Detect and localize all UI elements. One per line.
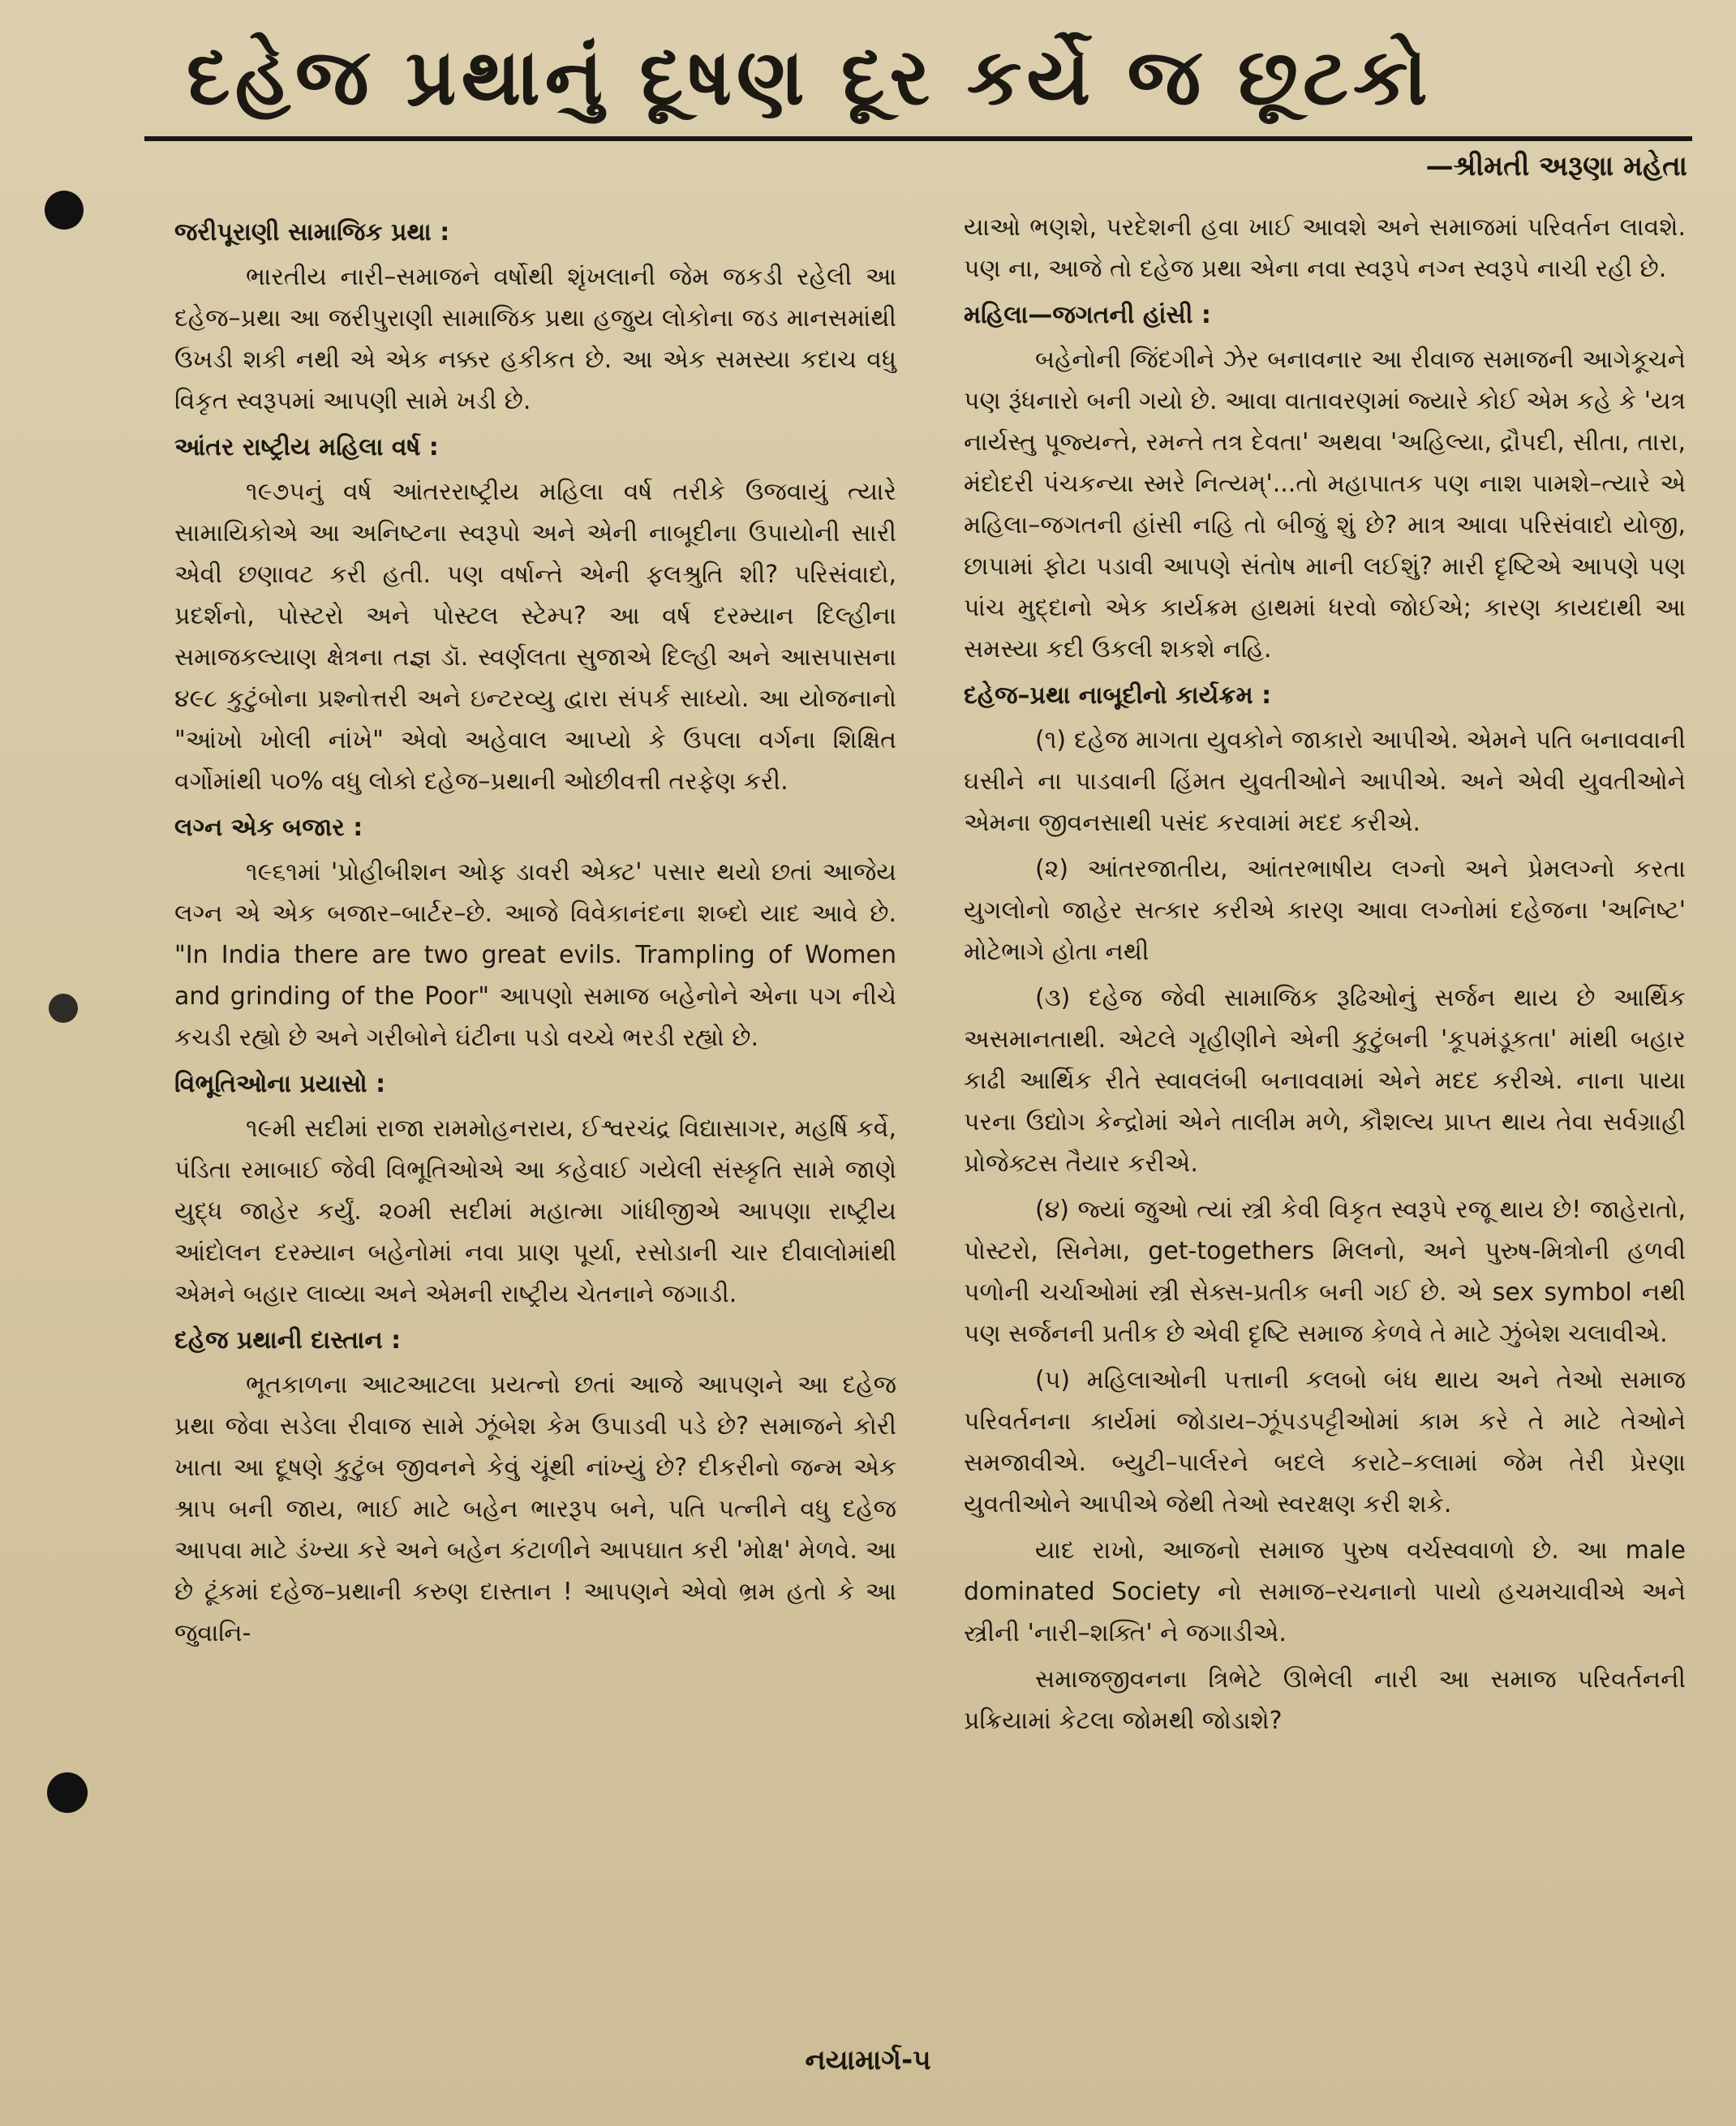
section-heading: લગ્ન એક બજાર : (174, 814, 363, 842)
paragraph: સમાજજીવનના ત્રિભેટે ઊભેલી નારી આ સમાજ પરિવર્તનની પ્રક્રિયામાં કેટલા જોમથી જોડાશે? (964, 1665, 1686, 1735)
paragraph: યાદ રાખો, આજનો સમાજ પુરુષ વર્ચસ્વવાળો છે. આ male dominated Society નો સમાજ–રચનાનો પાયો હચમચાવીએ અને સ્ત્રીની 'નારી–શક્તિ' ને જગાડીએ. (964, 1536, 1686, 1647)
section-heading: દહેજ–પ્રથા નાબૂદીનો કાર્યક્રમ : (964, 681, 1272, 710)
paragraph: (૫) મહિલાઓની પત્તાની કલબો બંધ થાય અને તેઓ સમાજ પરિવર્તનના કાર્યમાં જોડાય–ઝૂંપડપટ્ટીઓમાં કામ કરે તે માટે તેઓને સમજાવીએ. બ્યુટી–પાર્લરને બદલે કરાટે–કલામાં જેમ તેરી પ્રેરણા યુવતીઓને આપીએ જેથી તેઓ સ્વરક્ષણ કરી શકે. (964, 1366, 1686, 1518)
article-title: દહેજ પ્રથાનું દૂષણ દૂર કર્યે જ છૂટકો (187, 32, 1433, 122)
binding-hole-middle (49, 994, 78, 1023)
paragraph: ૧૯૬૧માં 'પ્રોહીબીશન ઓફ ડાવરી એક્ટ' પસાર થયો છતાં આજેય લગ્ન એ એક બજાર–બાર્ટર–છે. આજે વિવેકાનંદના શબ્દો યાદ આવે છે. "In India there are two great evils. Trampling of Women and grinding of the Poor" આપણો સમાજ બહેનોને એના પગ નીચે કચડી રહ્યો છે અને ગરીબોને ઘંટીના પડો વચ્ચે ભરડી રહ્યો છે. (174, 858, 896, 1052)
paragraph: ૧૯૭૫નું વર્ષ આંતરરાષ્ટ્રીય મહિલા વર્ષ તરીકે ઉજવાયું ત્યારે સામાયિકોએ આ અનિષ્ટના સ્વરૂપો અને એની નાબૂદીના ઉપાયોની સારી એવી છણાવટ કરી હતી. પણ વર્ષાન્તે એની ફલશ્રુતિ શી? પરિસંવાદો, પ્રદર્શનો, પોસ્ટરો અને પોસ્ટલ સ્ટેમ્પ? આ વર્ષ દરમ્યાન દિલ્હીના સમાજકલ્યાણ ક્ષેત્રના તજ્ઞ ડૉ. સ્વર્ણલતા સુજાએ દિલ્હી અને આસપાસના ૪૯૮ કુટુંબોના પ્રશ્નોત્તરી અને ઇન્ટરવ્યુ દ્વારા સંપર્ક સાધ્યો. આ યોજનાનો "આંખો ખોલી નાંખે" એવો અહેવાલ આપ્યો કે ઉપલા વર્ગના શિક્ષિત વર્ગોમાંથી ૫૦% વધુ લોકો દહેજ–પ્રથાની ઓછીવત્તી તરફેણ કરી. (174, 478, 896, 796)
title-rule (144, 136, 1692, 141)
section-heading: જરીપૂરાણી સામાજિક પ્રથા : (174, 218, 450, 247)
paragraph: (૩) દહેજ જેવી સામાજિક રૂઢિઓનું સર્જન થાય છે આર્થિક અસમાનતાથી. એટલે ગૃહીણીને એની કુટુંબની 'કૂપમંડૂકતા' માંથી બહાર કાઢી આર્થિક રીતે સ્વાવલંબી બનાવવામાં એને મદદ કરીએ. નાના પાયા પરના ઉદ્યોગ કેન્દ્રોમાં એને તાલીમ મળે, કૌશલ્ય પ્રાપ્ત થાય તેવા સર્વગ્રાહી પ્રોજેક્ટસ તૈયાર કરીએ. (964, 984, 1686, 1178)
right-column (964, 207, 1686, 1746)
paragraph: (૨) આંતરજાતીય, આંતરભાષીય લગ્નો અને પ્રેમલગ્નો કરતા યુગલોનો જાહેર સત્કાર કરીએ કારણ આવા લગ્નોમાં દહેજના 'અનિષ્ટ' મોટેભાગે હોતા નથી (964, 855, 1686, 966)
section-heading: આંતર રાષ્ટ્રીય મહિલા વર્ષ : (174, 433, 439, 462)
paragraph: યાઓ ભણશે, પરદેશની હવા ખાઈ આવશે અને સમાજમાં પરિવર્તન લાવશે. પણ ના, આજે તો દહેજ પ્રથા એના નવા સ્વરૂપે નગ્ન સ્વરૂપે નાચી રહી છે. (964, 213, 1686, 283)
author-byline: —શ્રીમતી અરૂણા મહેતા (1425, 150, 1687, 183)
binding-hole-bottom (47, 1772, 88, 1813)
paragraph: ૧૯મી સદીમાં રાજા રામમોહનરાય, ઈશ્વરચંદ્ર વિદ્યાસાગર, મહર્ષિ કર્વે, પંડિતા રમાબાઈ જેવી વિભૂતિઓએ આ કહેવાઈ ગયેલી સંસ્કૃતિ સામે જાણે યુદ્ધ જાહેર કર્યું. ૨૦મી સદીમાં મહાત્મા ગાંધીજીએ આપણા રાષ્ટ્રીય આંદોલન દરમ્યાન બહેનોમાં નવા પ્રાણ પૂર્યા, રસોડાની ચાર દીવાલોમાંથી એમને બહાર લાવ્યા અને એમની રાષ્ટ્રીય ચેતનાને જગાડી. (174, 1115, 896, 1308)
paragraph: ભૂતકાળના આટઆટલા પ્રયત્નો છતાં આજે આપણને આ દહેજ પ્રથા જેવા સડેલા રીવાજ સામે ઝૂંબેશ કેમ ઉપાડવી પડે છે? સમાજને કોરી ખાતા આ દૂષણે કુટુંબ જીવનને કેવું ચૂંથી નાંખ્યું છે? દીકરીનો જન્મ એક શ્રાપ બની જાય, ભાઈ માટે બહેન ભારરૂપ બને, પતિ પત્નીને વધુ દહેજ આપવા માટે ડંખ્યા કરે અને બહેન કંટાળીને આપઘાત કરી 'મોક્ષ' મેળવે. આ છે ટૂંકમાં દહેજ–પ્રથાની કરુણ દાસ્તાન ! આપણને એવો ભ્રમ હતો કે આ જુવાનિ- (174, 1371, 896, 1647)
paragraph: (૧) દહેજ માગતા યુવકોને જાકારો આપીએ. એમને પતિ બનાવવાની ઘસીને ના પાડવાની હિંમત યુવતીઓને આપીએ. અને એવી યુવતીઓને એમના જીવનસાથી પસંદ કરવામાં મદદ કરીએ. (964, 726, 1686, 837)
paragraph: બહેનોની જિંદગીને ઝેર બનાવનાર આ રીવાજ સમાજની આગેકૂચને પણ રૂંધનારો બની ગયો છે. આવા વાતાવરણમાં જ્યારે કોઈ એમ કહે કે 'યત્ર નાર્યસ્તુ પૂજ્યન્તે, રમન્તે તત્ર દેવતા' અથવા 'અહિલ્યા, દ્રૌપદી, સીતા, તારા, મંદોદરી પંચકન્યા સ્મરે નિત્યમ્'...તો મહાપાતક પણ નાશ પામશે–ત્યારે એ મહિલા–જગતની હાંસી નહિ તો બીજું શું છે? માત્ર આવા પરિસંવાદો યોજી, છાપામાં ફોટા પડાવી આપણે સંતોષ માની લઈશું? મારી દૃષ્ટિએ આપણે પણ પાંચ મુદ્દાનો એક કાર્યક્રમ હાથમાં ધરવો જોઈએ; કારણ કાયદાથી આ સમસ્યા કદી ઉકલી શકશે નહિ. (964, 346, 1686, 664)
binding-hole-top (45, 191, 84, 230)
section-heading: મહિલા—જગતની હાંસી : (964, 301, 1211, 329)
section-heading: દહેજ પ્રથાની દાસ્તાન : (174, 1326, 402, 1355)
section-heading: વિભૂતિઓના પ્રયાસો : (174, 1070, 386, 1098)
left-column (174, 207, 896, 1659)
page-footer: નયામાર્ગ-૫ (805, 2044, 931, 2077)
paragraph: ભારતીય નારી–સમાજને વર્ષોથી શૃંખલાની જેમ જકડી રહેલી આ દહેજ–પ્રથા આ જરીપુરાણી સામાજિક પ્રથા હજુય લોકોના જડ માનસમાંથી ઉખડી શકી નથી એ એક નક્કર હકીકત છે. આ એક સમસ્યા કદાચ વધુ વિકૃત સ્વરૂપમાં આપણી સામે ખડી છે. (174, 263, 896, 415)
paragraph: (૪) જ્યાં જુઓ ત્યાં સ્ત્રી કેવી વિકૃત સ્વરૂપે રજૂ થાય છે! જાહેરાતો, પોસ્ટરો, સિનેમા, get-togethers મિલનો, અને પુરુષ-મિત્રોની હળવી પળોની ચર્ચાઓમાં સ્ત્રી સેક્સ-પ્રતીક બની ગઈ છે. એ sex symbol નથી પણ સર્જનની પ્રતીક છે એવી દૃષ્ટિ સમાજ કેળવે તે માટે ઝુંબેશ ચલાવીએ. (964, 1196, 1686, 1348)
